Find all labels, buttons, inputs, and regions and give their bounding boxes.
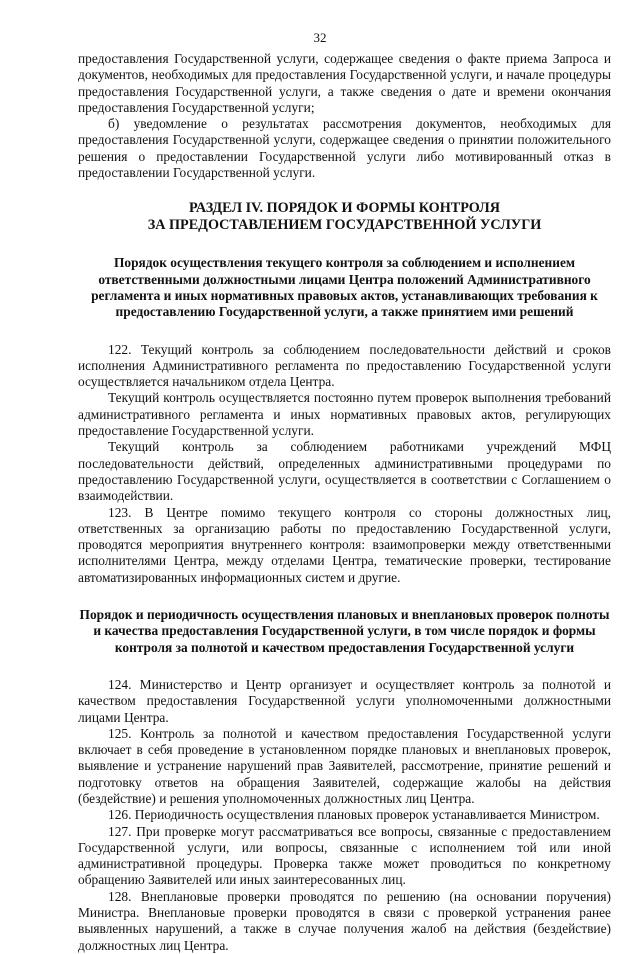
paragraph: 125. Контроль за полнотой и качеством предоставления Государственной услуги включает в себя проведение в установленном порядке плановых и внеплановых проверок, выявление и устранение нарушений прав Заявителей, рассмотрение, принятие решений и подготовку ответов на обращения Заявителей, содержащие жалобы на действия (бездействие) и решения уполномоченных должностных лиц Центра. bbox=[78, 725, 611, 806]
spacer bbox=[78, 656, 611, 677]
paragraph: 124. Министерство и Центр организует и осуществляет контроль за полнотой и качеством предоставления Государственной услуги уполномоченными должностными лицами Центра. bbox=[78, 676, 611, 725]
section-title bbox=[78, 200, 611, 234]
paragraph: 127. При проверке могут рассматриваться все вопросы, связанные с предоставлением Государственной услуги, или вопросы, связанные с исполнением той или иной административной процедуры. Проверка также может проводиться по конкретному обращению Заявителей или иных заинтересованных лиц. bbox=[78, 823, 611, 888]
section-title-line: РАЗДЕЛ IV. ПОРЯДОК И ФОРМЫ КОНТРОЛЯ bbox=[189, 200, 500, 217]
paragraph: 123. В Центре помимо текущего контроля со стороны должностных лиц, ответственных за организацию работы по предоставлению Государственной услуги, проводятся мероприятия внутреннего контроля: взаимопроверки между ответственными исполнителями Центра, между отделами Центра, тематические проверки, тестирование автоматизированных информационных систем и другие. bbox=[78, 504, 611, 585]
subsection-title: Порядок осуществления текущего контроля за соблюдением и исполнением ответственными должностными лицами Центра положений Административного регламента и иных нормативных правовых актов, устанавливающих требования к предоставлению Государственной услуги, а также принятием ими решений bbox=[91, 255, 598, 320]
paragraph: предоставления Государственной услуги, содержащее сведения о факте приема Запроса и документов, необходимых для предоставления Государственной услуги, и начале процедуры предоставления Государственной услуги, а также сведения о дате и времени окончания предоставления Государственной услуги; bbox=[78, 51, 611, 115]
section-title-line: ЗА ПРЕДОСТАВЛЕНИЕМ ГОСУДАРСТВЕННОЙ УСЛУГИ bbox=[147, 217, 542, 234]
document-body bbox=[78, 51, 611, 954]
paragraph: Текущий контроль осуществляется постоянно путем проверок выполнения требований административного регламента и иных нормативных правовых актов, регулирующих предоставление Государственной услуги. bbox=[78, 390, 611, 439]
spacer bbox=[78, 321, 611, 342]
paragraph: 122. Текущий контроль за соблюдением последовательности действий и сроков исполнения Административного регламента по предоставлению Государственной услуги осуществляется начальником отдела Центра. bbox=[78, 341, 611, 390]
paragraph: 128. Внеплановые проверки проводятся по решению (на основании поручения) Министра. Внеплановые проверки проводятся в связи с проверкой устранения ранее выявленных нарушений, а также в случае получения жалоб на действия (бездействие) должностных лиц Центра. bbox=[78, 888, 611, 953]
paragraph: 126. Периодичность осуществления плановых проверок устанавливается Министром. bbox=[108, 807, 600, 823]
paragraph: б) уведомление о результатах рассмотрения документов, необходимых для предоставления Государственной услуги, содержащее сведения о принятии положительного решения о предоставлении Государственной услуги либо мотивированный отказ в предоставлении Государственной услуги. bbox=[78, 116, 611, 181]
subsection-title: Порядок и периодичность осуществления плановых и внеплановых проверок полноты и качества предоставления Государственной услуги, в том числе порядок и формы контроля за полнотой и качеством предоставления Государственной услуги bbox=[79, 607, 610, 655]
paragraph: Текущий контроль за соблюдением работниками учреждений МФЦ последовательности действий, определенных административными процедурами по предоставлению Государственной услуги, осуществляется в соответствии с Соглашением о взаимодействии. bbox=[78, 439, 611, 504]
page-number: 32 bbox=[313, 30, 327, 45]
